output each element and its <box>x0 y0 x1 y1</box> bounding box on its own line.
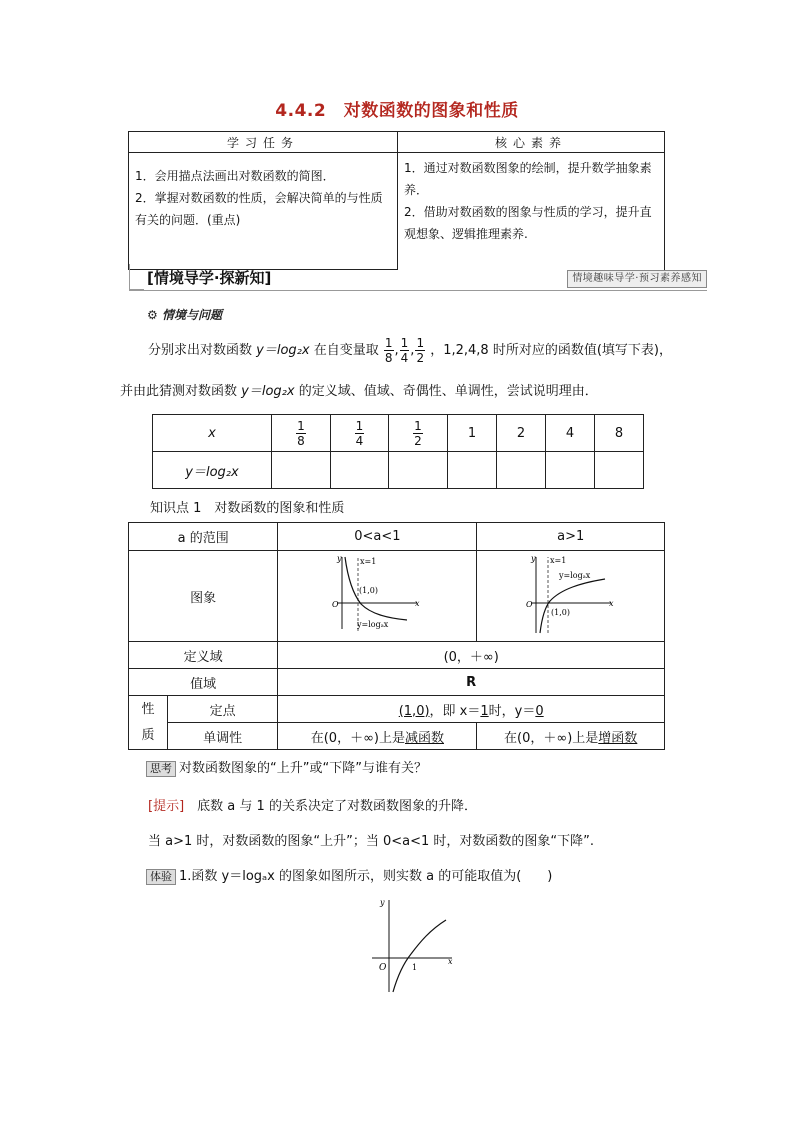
frac-one-eighth <box>384 336 394 365</box>
page-title: 4.4.2 对数函数的图象和性质 <box>275 101 519 121</box>
problem-line-2 <box>120 382 598 402</box>
y-input-cell[interactable] <box>595 452 644 489</box>
problem-func-1: y＝log₂x <box>256 343 310 358</box>
origin-label: O <box>379 963 387 973</box>
origin-label: O <box>525 600 533 609</box>
x-den: 4 <box>355 433 364 448</box>
mono-small-pre: 在(0，＋∞)上是 <box>310 730 405 746</box>
knowledge-title: 知识点 1 对数函数的图象和性质 <box>150 501 345 516</box>
one-label: 1 <box>412 963 418 972</box>
range-value: R <box>278 669 665 696</box>
x-den: 2 <box>414 433 422 448</box>
property-label-2: 质 <box>141 727 155 743</box>
problem-line-1: 分别求出对数函数 y＝log₂x 在自变量取 $\frac{1}{8}$ , $\frac{1}{4}$ , $\frac{1}{2}$ ，1,2,4,8 时所对应的函数值(填写下表)， <box>148 336 672 365</box>
y-label: y <box>380 898 385 907</box>
exercise-line <box>146 867 552 887</box>
y-label: y <box>337 554 342 563</box>
y-label: y <box>530 554 536 563</box>
tasks-header: 学习任务 <box>129 132 398 153</box>
x-cell: 8 <box>595 415 644 452</box>
section-tag: 情境趣味导学·预习素养感知 <box>567 270 707 288</box>
x-num: 1 <box>355 418 364 433</box>
curve-label: y=logₐx <box>357 620 389 629</box>
line-label: x=1 <box>360 557 377 566</box>
fixed-point-post: 时，y＝ <box>488 703 536 719</box>
x-label: x <box>608 599 614 608</box>
log-curve <box>393 920 446 992</box>
graph-increasing <box>521 551 621 637</box>
exercise-label: 体验 <box>146 869 176 885</box>
tasks-cell <box>129 153 398 270</box>
graph-decreasing <box>327 551 427 637</box>
frac-one-half <box>415 336 425 365</box>
property-label <box>129 696 168 750</box>
subhead-label: 情境与问题 <box>161 308 222 322</box>
answer-line: 当 a>1 时，对数函数的图象“上升”；当 0<a<1 时，对数函数的图象“下降”. <box>148 834 595 849</box>
y-input-cell[interactable] <box>272 452 331 489</box>
x-cell <box>331 415 389 452</box>
y-input-cell[interactable] <box>497 452 546 489</box>
mono-large-blank: 增函数 <box>598 730 638 746</box>
x-cell <box>272 415 331 452</box>
scenario-subhead <box>147 306 222 323</box>
graph-large-cell <box>477 551 665 642</box>
task-1: 1．会用描点法画出对数函数的简图． <box>135 169 335 183</box>
hint-line <box>148 797 477 817</box>
line-label: x=1 <box>549 556 566 565</box>
y-input-cell[interactable] <box>331 452 389 489</box>
monotonicity-large <box>477 723 665 750</box>
y-label: y＝log₂x <box>153 452 272 489</box>
competencies-cell <box>398 153 665 270</box>
task-2: 2．掌握对数函数的性质，会解决简单的与性质有关的问题．(重点) <box>135 191 383 227</box>
competency-1: 1．通过对数函数图象的绘制，提升数学抽象素养． <box>404 161 652 197</box>
x-label: x <box>415 599 420 608</box>
frac-num: 1 <box>416 336 425 350</box>
case-large-header: a>1 <box>477 523 665 551</box>
origin-label: O <box>332 600 339 609</box>
graph-label: 图象 <box>129 551 278 642</box>
case-small-header: 0<a<1 <box>278 523 477 551</box>
x-num: 1 <box>414 418 422 433</box>
value-table <box>152 414 644 489</box>
frac-num: 1 <box>400 336 409 350</box>
x-cell: 4 <box>546 415 595 452</box>
think-label: 思考 <box>146 761 176 777</box>
problem-func-2: y＝log₂x <box>241 384 295 399</box>
fixed-point-blank: (1,0) <box>398 703 430 719</box>
log-curve-increasing <box>540 579 605 633</box>
property-label-1: 性 <box>141 701 155 717</box>
problem-text-4: 并由此猜测对数函数 <box>120 384 238 399</box>
y-input-cell[interactable] <box>448 452 497 489</box>
frac-den: 4 <box>400 351 409 365</box>
problem-text-1: 分别求出对数函数 <box>148 343 253 358</box>
x-cell: 2 <box>497 415 546 452</box>
objectives-table <box>128 131 665 270</box>
section-bar <box>129 264 144 290</box>
exercise-graph <box>366 896 458 996</box>
x-num: 1 <box>297 418 305 433</box>
fixed-point-value <box>278 696 665 723</box>
x-cell: 1 <box>448 415 497 452</box>
frac-one-quarter <box>400 336 410 365</box>
frac-den: 8 <box>384 351 393 365</box>
problem-text-3: ，1,2,4,8 时所对应的函数值(填写下表)， <box>430 343 672 358</box>
properties-table <box>128 522 665 750</box>
frac-num: 1 <box>384 336 393 350</box>
x-label: x <box>153 415 272 452</box>
fixed-point-label: 定点 <box>168 696 278 723</box>
section-title: [情境导学·探新知] <box>147 269 272 287</box>
monotonicity-small <box>278 723 477 750</box>
competencies-header: 核心素养 <box>398 132 665 153</box>
hint-label: [提示] <box>148 799 185 814</box>
problem-text-5: 的定义域、值域、奇偶性、单调性，尝试说明理由． <box>298 384 598 399</box>
frac-den: 2 <box>416 351 425 365</box>
mono-small-blank: 减函数 <box>404 730 444 746</box>
x-label: x <box>448 957 453 966</box>
fixed-x-blank: 1 <box>480 703 489 719</box>
range-label: 值域 <box>129 669 278 696</box>
section-header <box>129 264 707 291</box>
range-header: a 的范围 <box>129 523 278 551</box>
exercise-text: 1.函数 y＝logₐx 的图象如图所示，则实数 a 的可能取值为( ) <box>179 869 553 884</box>
domain-label: 定义域 <box>129 642 278 669</box>
competency-2: 2．借助对数函数的图象与性质的学习，提升直观想象、逻辑推理素养. <box>404 205 652 241</box>
gear-icon: ⚙ <box>147 308 158 322</box>
fixed-y-blank: 0 <box>535 703 544 719</box>
point-label: (1,0) <box>550 608 570 617</box>
think-question <box>146 759 427 779</box>
graph-small-cell <box>278 551 477 642</box>
x-den: 8 <box>297 433 305 448</box>
y-input-cell[interactable] <box>546 452 595 489</box>
hint-text: 底数 a 与 1 的关系决定了对数函数图象的升降． <box>197 799 477 814</box>
point-label: (1,0) <box>359 586 379 595</box>
think-question-text: 对数函数图象的“上升”或“下降”与谁有关？ <box>179 761 427 776</box>
curve-label: y=logₐx <box>558 571 591 580</box>
value-table-row-x <box>153 415 644 452</box>
domain-value: (0，＋∞) <box>278 642 665 669</box>
fixed-point-mid: ，即 x＝ <box>429 703 481 719</box>
monotonicity-label: 单调性 <box>168 723 278 750</box>
x-cell <box>389 415 448 452</box>
problem-text-2: 在自变量取 <box>313 343 379 358</box>
value-table-row-y <box>153 452 644 489</box>
mono-large-pre: 在(0，＋∞)上是 <box>504 730 599 746</box>
y-input-cell[interactable] <box>389 452 448 489</box>
